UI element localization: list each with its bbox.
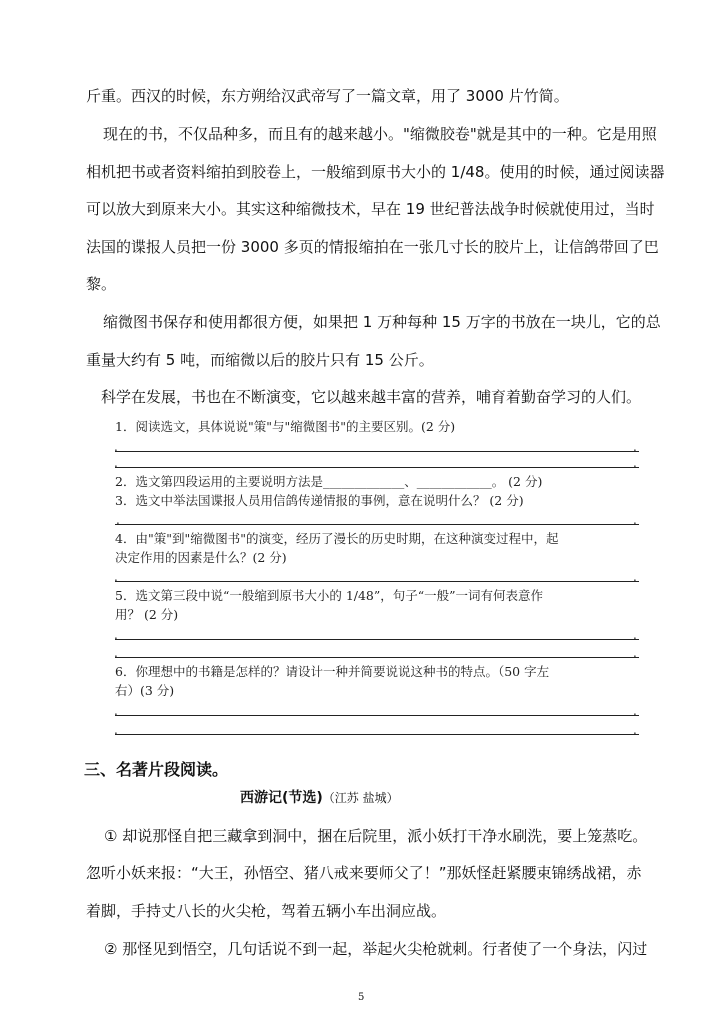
answer-line[interactable] <box>115 657 639 658</box>
dot: . <box>114 570 118 584</box>
dot: . <box>114 646 118 660</box>
dot: . <box>114 456 118 470</box>
question-1: 1．阅读选文，具体说说"策"与"缩微图书"的主要区别。(2 分) <box>115 419 456 434</box>
excerpt-line: 忽听小妖来报：“大王，孙悟空、猪八戒来要师父了！”那妖怪赶紧腰束锦绣战裙，赤 <box>86 864 642 882</box>
dot: . <box>633 570 637 584</box>
answer-line[interactable] <box>115 581 639 582</box>
dot: . <box>114 723 118 737</box>
section-heading: 三、名著片段阅读。 <box>84 760 229 779</box>
dot: . <box>114 628 118 642</box>
question-2: 2．选文第四段运用的主要说明方法是_____________、____________。 (2 分) <box>115 474 543 489</box>
question-5-cont: 用？ (2 分) <box>115 607 179 622</box>
question-6: 6．你理想中的书籍是怎样的？请设计一种并简要说说这种书的特点。（50 字左 <box>115 664 550 679</box>
title-source: （江苏 盐城） <box>322 791 399 805</box>
excerpt-line: 着脚，手持丈八长的火尖枪，驾着五辆小车出洞应战。 <box>86 902 447 920</box>
passage-line: 相机把书或者资料缩拍到胶卷上，一般缩到原书大小的 1/48。使用的时候，通过阅读器 <box>86 163 665 181</box>
passage-line: 重量大约有 5 吨，而缩微以后的胶片只有 15 公斤。 <box>86 351 434 369</box>
question-3: 3．选文中举法国谍报人员用信鸽传递情报的事例，意在说明什么？ (2 分) <box>115 493 524 508</box>
excerpt-line: ② 那怪见到悟空，几句话说不到一起，举起火尖枪就刺。行者使了一个身法，闪过 <box>104 940 648 958</box>
dot: . <box>116 513 120 527</box>
dot: . <box>633 646 637 660</box>
answer-line[interactable] <box>115 734 639 735</box>
title-text: 西游记(节选) <box>240 790 323 806</box>
dot: . <box>633 628 637 642</box>
passage-line: 现在的书，不仅品种多，而且有的越来越小。"缩微胶卷"就是其中的一种。它是用照 <box>103 125 657 143</box>
dot: . <box>633 723 637 737</box>
passage-line: 可以放大到原来大小。其实这种缩微技术，早在 19 世纪普法战争时候就使用过，当时 <box>86 200 655 218</box>
dot: . <box>633 704 637 718</box>
passage-line: 科学在发展，书也在不断演变，它以越来越丰富的营养，哺育着勤奋学习的人们。 <box>101 388 642 406</box>
passage-line: 缩微图书保存和使用都很方便，如果把 1 万种每种 15 万字的书放在一块儿，它的总 <box>103 313 661 331</box>
answer-line[interactable] <box>115 639 639 640</box>
answer-line[interactable] <box>115 451 639 452</box>
question-4: 4．由"策"到"缩微图书"的演变，经历了漫长的历史时期，在这种演变过程中，起 <box>115 531 559 546</box>
question-4-cont: 决定作用的因素是什么？(2 分) <box>115 550 287 565</box>
passage-line: 斤重。西汉的时候，东方朔给汉武帝写了一篇文章，用了 3000 片竹简。 <box>86 87 569 105</box>
answer-line[interactable] <box>115 467 639 468</box>
answer-line[interactable] <box>115 715 639 716</box>
page-number: 5 <box>358 992 365 1003</box>
dot: . <box>633 440 637 454</box>
dot: . <box>114 704 118 718</box>
question-5: 5．选文第三段中说“一般缩到原书大小的 1/48”，句子“一般”一词有何表意作 <box>115 588 544 603</box>
passage-line: 黎。 <box>86 275 117 293</box>
excerpt-title <box>240 788 399 808</box>
dot: . <box>633 513 637 527</box>
answer-line[interactable] <box>115 524 639 525</box>
excerpt-line: ① 却说那怪自把三藏拿到洞中，捆在后院里，派小妖打干净水刷洗，要上笼蒸吃。 <box>104 827 648 845</box>
dot: . <box>633 456 637 470</box>
question-6-cont: 右）(3 分) <box>115 683 175 698</box>
dot: . <box>114 440 118 454</box>
passage-line: 法国的谍报人员把一份 3000 多页的情报缩拍在一张几寸长的胶片上，让信鸽带回了巴 <box>86 238 659 256</box>
